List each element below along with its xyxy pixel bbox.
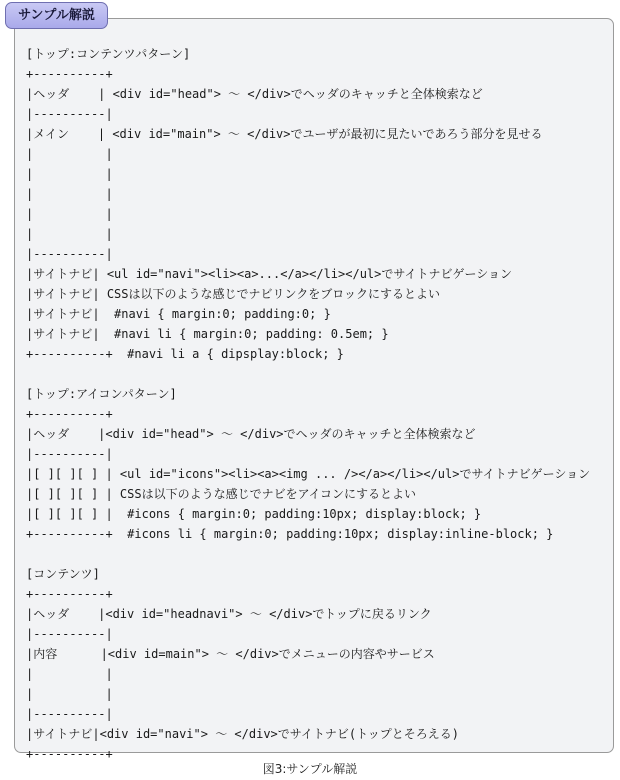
layout-listing bbox=[26, 44, 606, 764]
listing-line: |----------| bbox=[26, 247, 113, 261]
listing-line: |ヘッダ |<div id="headnavi"> ～ </div>でトップに戻るリンク bbox=[26, 607, 432, 621]
listing-line: |サイトナビ| CSSは以下のような感じでナビリンクをブロックにするとよい bbox=[26, 287, 441, 301]
listing-line: | | bbox=[26, 667, 113, 681]
listing-line: |----------| bbox=[26, 107, 113, 121]
listing-line: |[ ][ ][ ] | CSSは以下のような感じでナビをアイコンにするとよい bbox=[26, 487, 417, 501]
listing-line: [コンテンツ] bbox=[26, 567, 100, 581]
listing-line: [トップ:アイコンパターン] bbox=[26, 387, 177, 401]
blank-line bbox=[26, 364, 606, 384]
listing-line: |[ ][ ][ ] | #icons { margin:0; padding:10px; display:block; } bbox=[26, 507, 482, 521]
blank-line bbox=[26, 544, 606, 564]
listing-line: | | bbox=[26, 207, 113, 221]
listing-line: |----------| bbox=[26, 447, 113, 461]
listing-line: +----------+ bbox=[26, 747, 113, 761]
listing-line: |内容 |<div id=main"> ～ </div>でメニューの内容やサービス bbox=[26, 647, 435, 661]
listing-line: | | bbox=[26, 687, 113, 701]
listing-line: | | bbox=[26, 187, 113, 201]
listing-line: |----------| bbox=[26, 627, 113, 641]
listing-line: |サイトナビ| <ul id="navi"><li><a>...</a></li></ul>でサイトナビゲーション bbox=[26, 267, 513, 281]
listing-line: |サイトナビ| #navi { margin:0; padding:0; } bbox=[26, 307, 331, 321]
listing-line: |[ ][ ][ ] | <ul id="icons"><li><a><img ... /></a></li></ul>でサイトナビゲーション bbox=[26, 467, 591, 481]
listing-line: |メイン | <div id="main"> ～ </div>でユーザが最初に見たいであろう部分を見せる bbox=[26, 127, 543, 141]
listing-line: +----------+ bbox=[26, 587, 113, 601]
listing-line: |サイトナビ| #navi li { margin:0; padding: 0.5em; } bbox=[26, 327, 389, 341]
listing-line: [トップ:コンテンツパターン] bbox=[26, 47, 191, 61]
panel-tab-label: サンプル解説 bbox=[5, 2, 108, 29]
listing-line: +----------+ #navi li a { dipsplay:block; } bbox=[26, 347, 344, 361]
listing-line: |----------| bbox=[26, 707, 113, 721]
listing-line: | | bbox=[26, 167, 113, 181]
listing-line: |ヘッダ | <div id="head"> ～ </div>でヘッダのキャッチと全体検索など bbox=[26, 87, 483, 101]
listing-line: |ヘッダ |<div id="head"> ～ </div>でヘッダのキャッチと全体検索など bbox=[26, 427, 476, 441]
listing-line: | | bbox=[26, 147, 113, 161]
listing-line: +----------+ #icons li { margin:0; padding:10px; display:inline-block; } bbox=[26, 527, 554, 541]
listing-line: +----------+ bbox=[26, 407, 113, 421]
listing-line: |サイトナビ|<div id="navi"> ～ </div>でサイトナビ(トップとそろえる) bbox=[26, 727, 460, 741]
listing-line: | | bbox=[26, 227, 113, 241]
figure-caption: 図3:サンプル解説 bbox=[262, 762, 358, 776]
listing-line: +----------+ bbox=[26, 67, 113, 81]
